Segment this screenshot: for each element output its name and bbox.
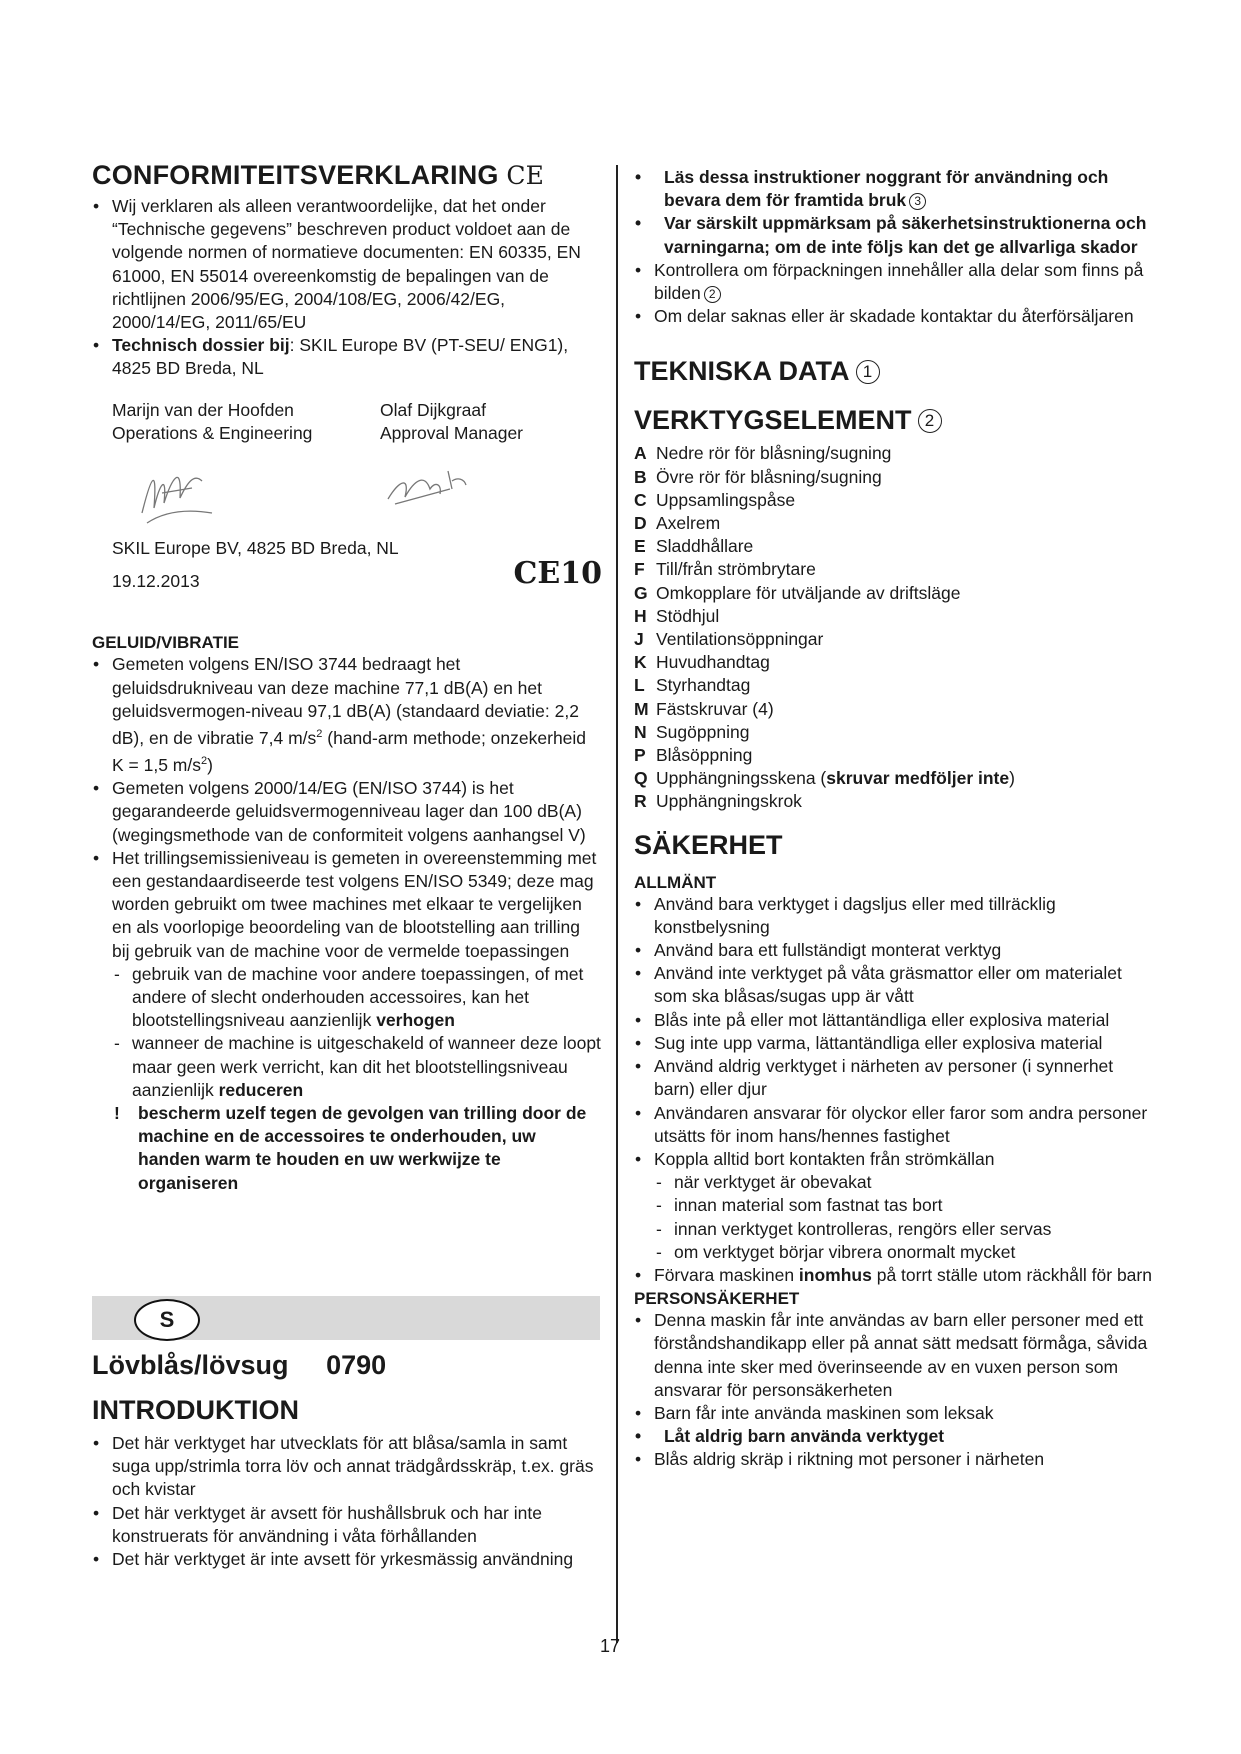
personal-safety-title: PERSONSÄKERHET [634, 1289, 800, 1309]
list-item: • Det här verktyget har utvecklats för att blåsa/samla in samt suga upp/strimla torra löv och annat trädgårdsskräp, t.ex. gräs och kvistar [92, 1432, 602, 1502]
storage-list [634, 1264, 1154, 1287]
page-number: 17 [600, 1636, 621, 1656]
safety-title: SÄKERHET [634, 829, 783, 860]
list-item: • Använd bara verktyget i dagsljus eller med tillräcklig konstbelysning [634, 893, 1154, 939]
instructions-list [634, 166, 1154, 328]
list-item: • Wij verklaren als alleen verantwoordelijke, dat het onder “Technische gegevens” beschreven product voldoet aan de volgende normen of normatieve documenten: EN 60335, EN 61000, EN 55014 overeenkomstig de bepalingen van de richtlijnen 2006/95/EG, 2004/108/EG, 2006/42/EG, 2000/14/EG, 2011/65/EU [92, 195, 602, 334]
list-item: • Denna maskin får inte användas av barn eller personer med ett förståndshandikapp eller på annat sätt medsatt förmåga, såvida denna inte sker med överinseende av en vuxen person som ansvarar för personsäkerheten [634, 1309, 1154, 1402]
declaration-date: 19.12.2013 [112, 571, 200, 592]
signer1-title: Operations & Engineering [112, 422, 313, 443]
intro-title: INTRODUKTION [92, 1395, 299, 1425]
list-item: A Nedre rör för blåsning/sugning [634, 443, 892, 464]
language-bar [92, 1296, 600, 1340]
list-item: • Använd aldrig verktyget i närheten av personer (i synnerhet barn) eller djur [634, 1055, 1154, 1101]
list-item: • Sug inte upp varma, lättantändliga eller explosiva material [634, 1032, 1154, 1055]
list-item: P Blåsöppning [634, 745, 753, 766]
list-item: R Upphängningskrok [634, 791, 802, 812]
noise-title: GELUID/VIBRATIE [92, 633, 240, 653]
list-item: • Användaren ansvarar för olyckor eller faror som andra personer utsätts för inom hans/hennes fastighet [634, 1102, 1154, 1148]
parts-list [634, 442, 1154, 813]
figure-ref-icon: 1 [856, 360, 880, 384]
noise-list [92, 653, 602, 962]
list-item: • Använd inte verktyget på våta gräsmattor eller om materialet som ska blåsas/sugas upp är vått [634, 962, 1154, 1008]
left-column [92, 160, 602, 1195]
signature-2-image [380, 459, 470, 519]
list-item: M Fästskruvar (4) [634, 698, 774, 719]
signatories [92, 399, 602, 445]
list-item: E Sladdhållare [634, 536, 754, 557]
figure-ref-icon: 3 [909, 193, 926, 210]
list-item: • Blås inte på eller mot lättantändliga eller explosiva material [634, 1009, 1154, 1032]
list-item: L Styrhandtag [634, 675, 751, 696]
list-item: H Stödhjul [634, 605, 720, 626]
warning-mark: ! [114, 1102, 120, 1123]
product-title: Lövblås/lövsug 0790 [92, 1350, 387, 1380]
column-divider [616, 165, 618, 1643]
list-item: • Blås aldrig skräp i riktning mot personer i närheten [634, 1448, 1154, 1471]
ce-mark: CE [506, 161, 545, 190]
list-item: B Övre rör för blåsning/sugning [634, 466, 882, 487]
language-code-badge: S [134, 1299, 200, 1341]
disconnect-dash-list [634, 1171, 1154, 1264]
vibration-warning: ! bescherm uzelf tegen de gevolgen van trilling door de machine en de accessoires te onderhouden, uw handen warm te houden en uw werkwijze te organiseren [114, 1102, 587, 1193]
list-item: • Gemeten volgens EN/ISO 3744 bedraagt het geluidsdrukniveau van deze machine 77,1 dB(A) en het geluidsvermogen-niveau 97,1 dB(A) (standaard deviatie: 2,2 dB), en de vibratie 7,4 $m/s^2$ (hand-arm methode; onzekerheid K = 1,5 $m/s^2$) [92, 653, 602, 777]
signer1-name: Marijn van der Hoofden [112, 399, 294, 420]
list-item: K Huvudhandtag [634, 652, 770, 673]
list-item: C Uppsamlingspåse [634, 489, 796, 510]
list-item: • Det här verktyget är avsett för hushållsbruk och har inte konstruerats för användning i våta förhållanden [92, 1502, 602, 1548]
general-title: ALLMÄNT [634, 872, 717, 892]
vibration-dash-list [92, 963, 602, 1102]
signatures [92, 445, 602, 537]
signer2-title: Approval Manager [380, 422, 523, 443]
list-item: - om verktyget börjar vibrera onormalt mycket [634, 1241, 1154, 1264]
left-column-lower [92, 1350, 602, 1571]
personal-safety-list [634, 1309, 1154, 1471]
figure-ref-icon: 2 [918, 409, 942, 433]
list-item: • Det här verktyget är inte avsett för yrkesmässig användning [92, 1548, 602, 1571]
declaration-date-row [92, 556, 602, 593]
list-item: • Använd bara ett fullständigt monterat verktyg [634, 939, 1154, 962]
list-item: - wanneer de machine is uitgeschakeld of wanneer deze loopt maar geen werk verricht, kan dit het blootstellingsniveau aanzienlijk reduceren [92, 1032, 602, 1102]
list-item: • Gemeten volgens 2000/14/EG (EN/ISO 3744) is het gegarandeerde geluidsvermogenniveau lager dan 100 dB(A) (wegingsmethode van de conformiteit volgens aanhangsel V) [92, 777, 602, 847]
list-item: • Förvara maskinen inomhus på torrt ställe utom räckhåll för barn [634, 1264, 1154, 1287]
product-number: 0790 [326, 1350, 387, 1380]
list-item: - innan verktyget kontrolleras, rengörs eller servas [634, 1218, 1154, 1241]
list-item: - när verktyget är obevakat [634, 1171, 1154, 1194]
list-item: G Omkopplare för utväljande av driftsläge [634, 582, 961, 603]
list-item: • Låt aldrig barn använda verktyget [634, 1425, 1154, 1448]
list-item: • Barn får inte använda maskinen som leksak [634, 1402, 1154, 1425]
parts-title: VERKTYGSELEMENT 2 [634, 405, 1154, 436]
conformity-list [92, 195, 602, 381]
ce-year-mark: CE10 [513, 556, 602, 592]
conformity-title: CONFORMITEITSVERKLARING CE [92, 160, 545, 190]
list-item: • Technisch dossier bij: SKIL Europe BV (PT-SEU/ ENG1), 4825 BD Breda, NL [92, 334, 602, 380]
list-item: - innan material som fastnat tas bort [634, 1194, 1154, 1217]
figure-ref-icon: 2 [704, 286, 721, 303]
list-item: • Koppla alltid bort kontakten från strömkällan [634, 1148, 1154, 1171]
list-item: J Ventilationsöppningar [634, 629, 824, 650]
list-item: • Om delar saknas eller är skadade kontaktar du återförsäljaren [634, 305, 1154, 328]
list-item: N Sugöppning [634, 721, 750, 742]
signer2-name: Olaf Dijkgraaf [380, 399, 487, 420]
general-list [634, 893, 1154, 1171]
list-item: - gebruik van de machine voor andere toepassingen, of met andere of slecht onderhouden accessoires, kan het blootstellingsniveau aanzienlijk verhogen [92, 963, 602, 1033]
list-item: Q Upphängningsskena (skruvar medföljer inte) [634, 768, 1015, 789]
list-item: • Kontrollera om förpackningen innehåller alla delar som finns på bilden 2 [634, 259, 1154, 305]
list-item: F Till/från strömbrytare [634, 559, 816, 580]
list-item: • Var särskilt uppmärksam på säkerhetsinstruktionerna och varningarna; om de inte följs kan det ge allvarliga skador [634, 212, 1154, 258]
list-item: • Läs dessa instruktioner noggrant för användning och bevara dem för framtida bruk 3 [634, 166, 1154, 212]
tech-data-title: TEKNISKA DATA 1 [634, 356, 1154, 387]
intro-list [92, 1432, 602, 1571]
right-column [634, 166, 1154, 1472]
list-item: D Axelrem [634, 513, 721, 534]
company-address: SKIL Europe BV, 4825 BD Breda, NL [112, 538, 399, 559]
signature-1-image [132, 453, 232, 531]
list-item: • Het trillingsemissieniveau is gemeten in overeenstemming met een gestandaardiseerde test volgens EN/ISO 5349; deze mag worden gebruikt om twee machines met elkaar te vergelijken en als voorlopige beoordeling van de blootstelling aan trilling bij gebruik van de machine voor de vermelde toepassingen [92, 847, 602, 963]
